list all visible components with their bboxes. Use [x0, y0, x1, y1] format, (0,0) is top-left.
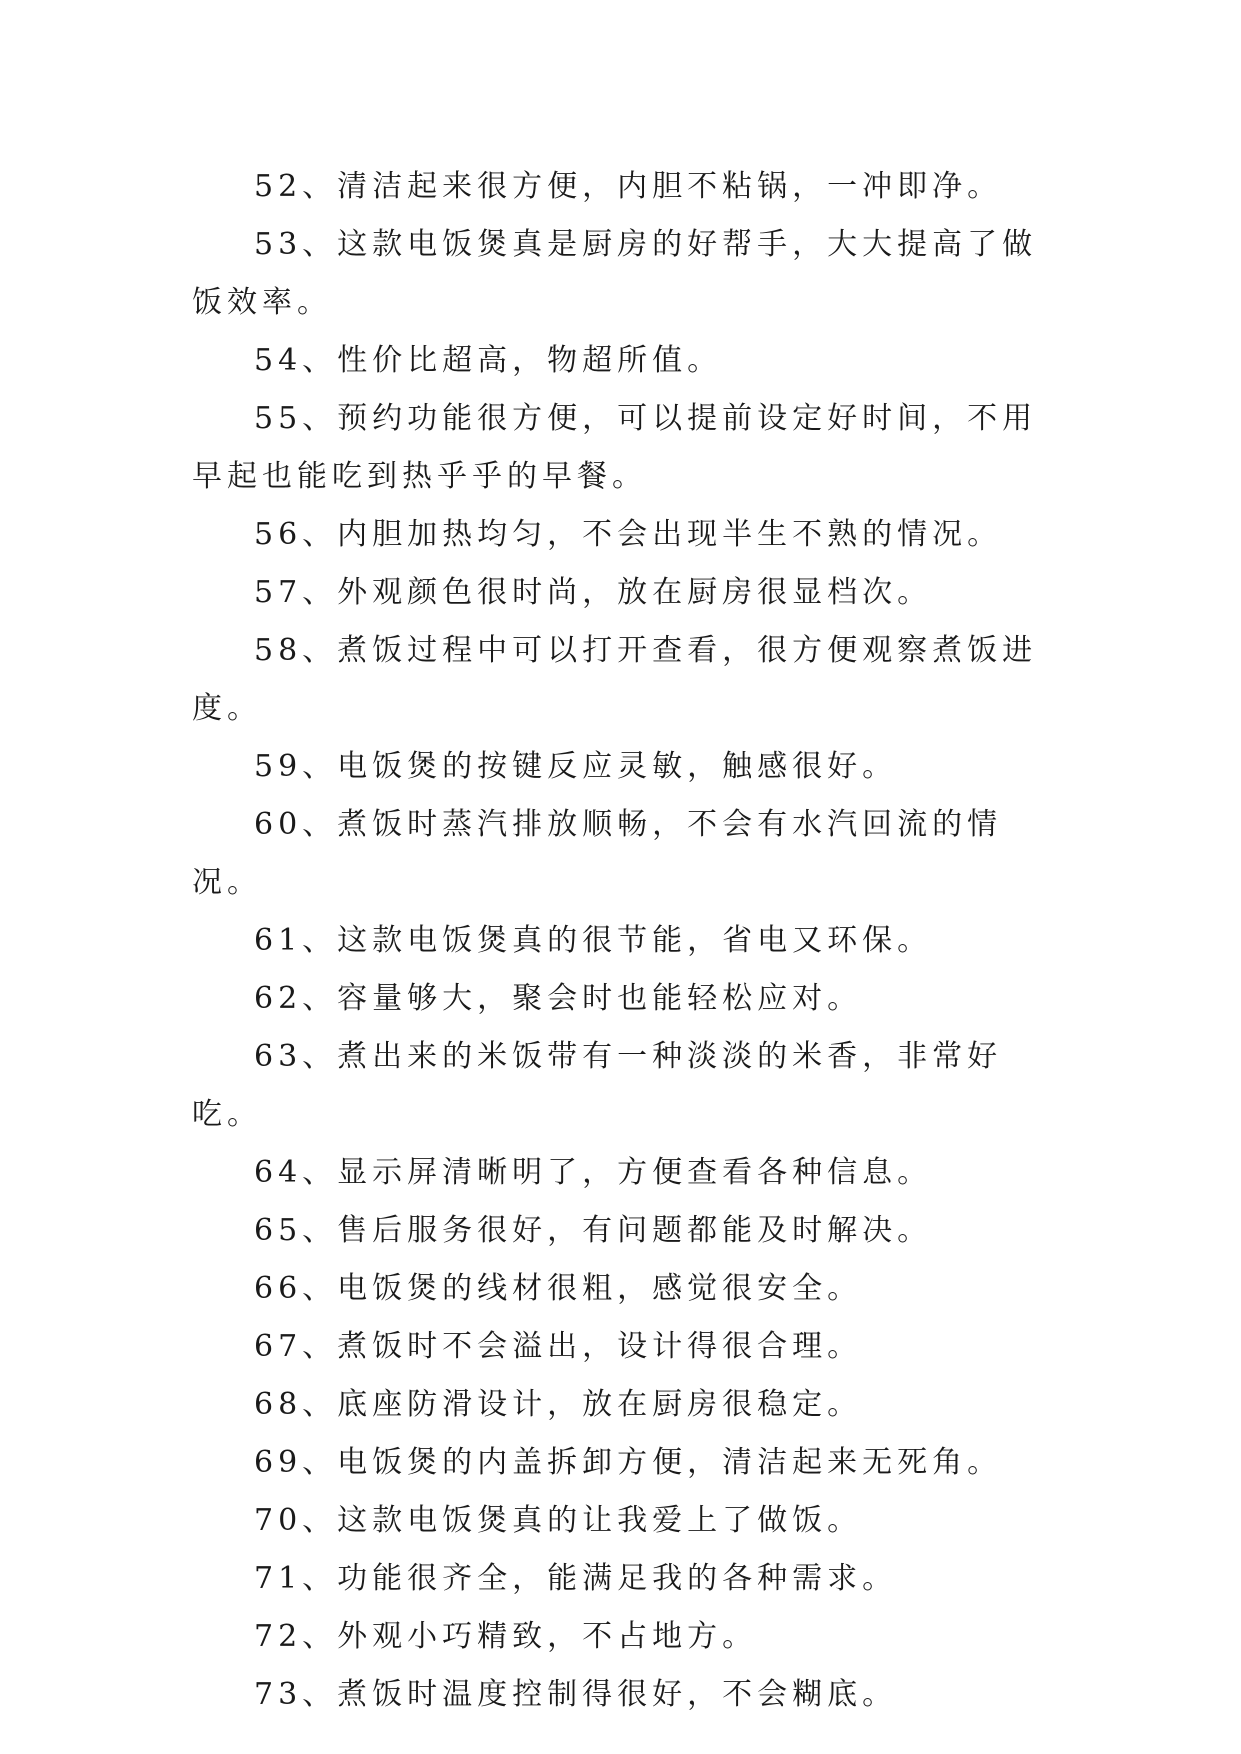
paragraph-66: 66、电饭煲的线材很粗，感觉很安全。 [254, 1271, 863, 1306]
paragraph-56: 56、内胆加热均匀，不会出现半生不熟的情况。 [254, 517, 1003, 552]
paragraph-63: 63、煮出来的米饭带有一种淡淡的米香，非常好吃。 [192, 1039, 1003, 1132]
paragraph-55: 55、预约功能很方便，可以提前设定好时间，不用早起也能吃到热乎乎的早餐。 [192, 401, 1038, 494]
paragraph-61: 61、这款电饭煲真的很节能，省电又环保。 [254, 923, 933, 958]
paragraph-72: 72、外观小巧精致，不占地方。 [254, 1619, 758, 1654]
paragraph-69: 69、电饭煲的内盖拆卸方便，清洁起来无死角。 [254, 1445, 1003, 1480]
paragraph-68: 68、底座防滑设计，放在厨房很稳定。 [254, 1387, 863, 1422]
document-body [192, 158, 1054, 1724]
paragraph-71: 71、功能很齐全，能满足我的各种需求。 [254, 1561, 898, 1596]
paragraph-70: 70、这款电饭煲真的让我爱上了做饭。 [254, 1503, 863, 1538]
paragraph-58: 58、煮饭过程中可以打开查看，很方便观察煮饭进度。 [192, 633, 1038, 726]
paragraph-54: 54、性价比超高，物超所值。 [254, 343, 723, 378]
paragraph-62: 62、容量够大，聚会时也能轻松应对。 [254, 981, 863, 1016]
paragraph-59: 59、电饭煲的按键反应灵敏，触感很好。 [254, 749, 898, 784]
paragraph-73: 73、煮饭时温度控制得很好，不会糊底。 [254, 1677, 898, 1712]
paragraph-53: 53、这款电饭煲真是厨房的好帮手，大大提高了做饭效率。 [192, 227, 1038, 320]
paragraph-57: 57、外观颜色很时尚，放在厨房很显档次。 [254, 575, 933, 610]
paragraph-60: 60、煮饭时蒸汽排放顺畅，不会有水汽回流的情况。 [192, 807, 1003, 900]
paragraph-64: 64、显示屏清晰明了，方便查看各种信息。 [254, 1155, 933, 1190]
paragraph-67: 67、煮饭时不会溢出，设计得很合理。 [254, 1329, 863, 1364]
paragraph-52: 52、清洁起来很方便，内胆不粘锅，一冲即净。 [254, 169, 1003, 204]
paragraph-65: 65、售后服务很好，有问题都能及时解决。 [254, 1213, 933, 1248]
